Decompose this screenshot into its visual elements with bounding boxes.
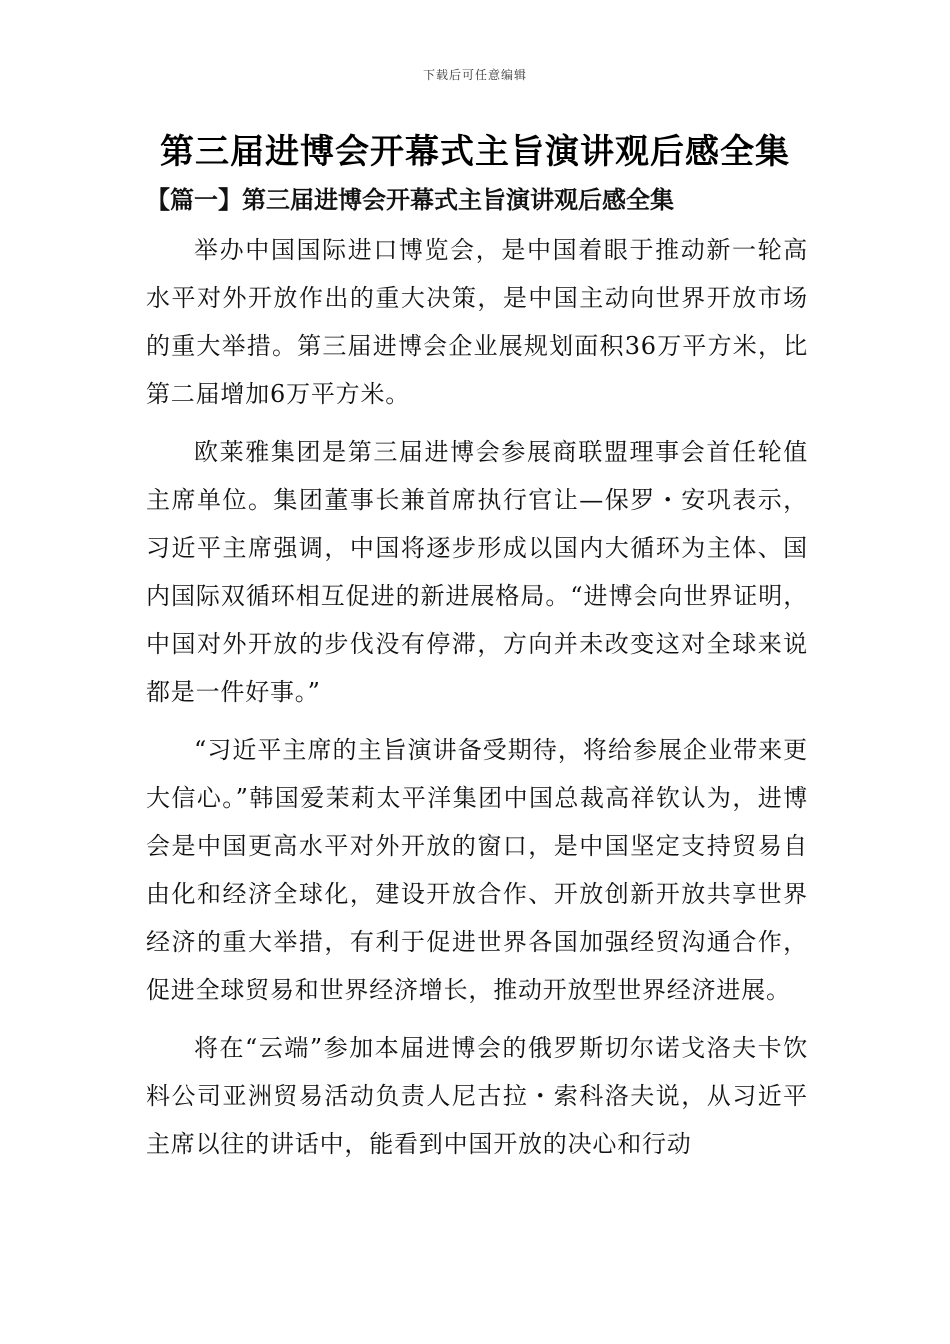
body-text [146,226,808,1178]
section-heading: 【篇一】第三届进博会开幕式主旨演讲观后感全集 [146,185,674,214]
header-note: 下载后可任意编辑 [422,68,527,82]
paragraph-3: “习近平主席的主旨演讲备受期待，将给参展企业带来更大信心。”韩国爱茉莉太平洋集团中国总裁高祥钦认为，进博会是中国更高水平对外开放的窗口，是中国坚定支持贸易自由化和经济全球化，建设开放合作、开放创新开放共享世界经济的重大举措，有利于促进世界各国加强经贸沟通合作，促进全球贸易和世界经济增长，推动开放型世界经济进展。 [146,736,808,1004]
document-title: 第三届进博会开幕式主旨演讲观后感全集 [160,132,790,172]
paragraph-2: 欧莱雅集团是第三届进博会参展商联盟理事会首任轮值主席单位。集团董事长兼首席执行官让—保罗・安巩表示，习近平主席强调，中国将逐步形成以国内大循环为主体、国内国际双循环相互促进的新进展格局。“进博会向世界证明，中国对外开放的步伐没有停滞，方向并未改变这对全球来说都是一件好事。” [146,438,808,706]
paragraph-4: 将在“云端”参加本届进博会的俄罗斯切尔诺戈洛夫卡饮料公司亚洲贸易活动负责人尼古拉・索科洛夫说，从习近平主席以往的讲话中，能看到中国开放的决心和行动 [146,1034,808,1158]
paragraph-1: 举办中国国际进口博览会，是中国着眼于推动新一轮高水平对外开放作出的重大决策，是中国主动向世界开放市场的重大举措。第三届进博会企业展规划面积36万平方米，比第二届增加6万平方米。 [146,236,808,408]
